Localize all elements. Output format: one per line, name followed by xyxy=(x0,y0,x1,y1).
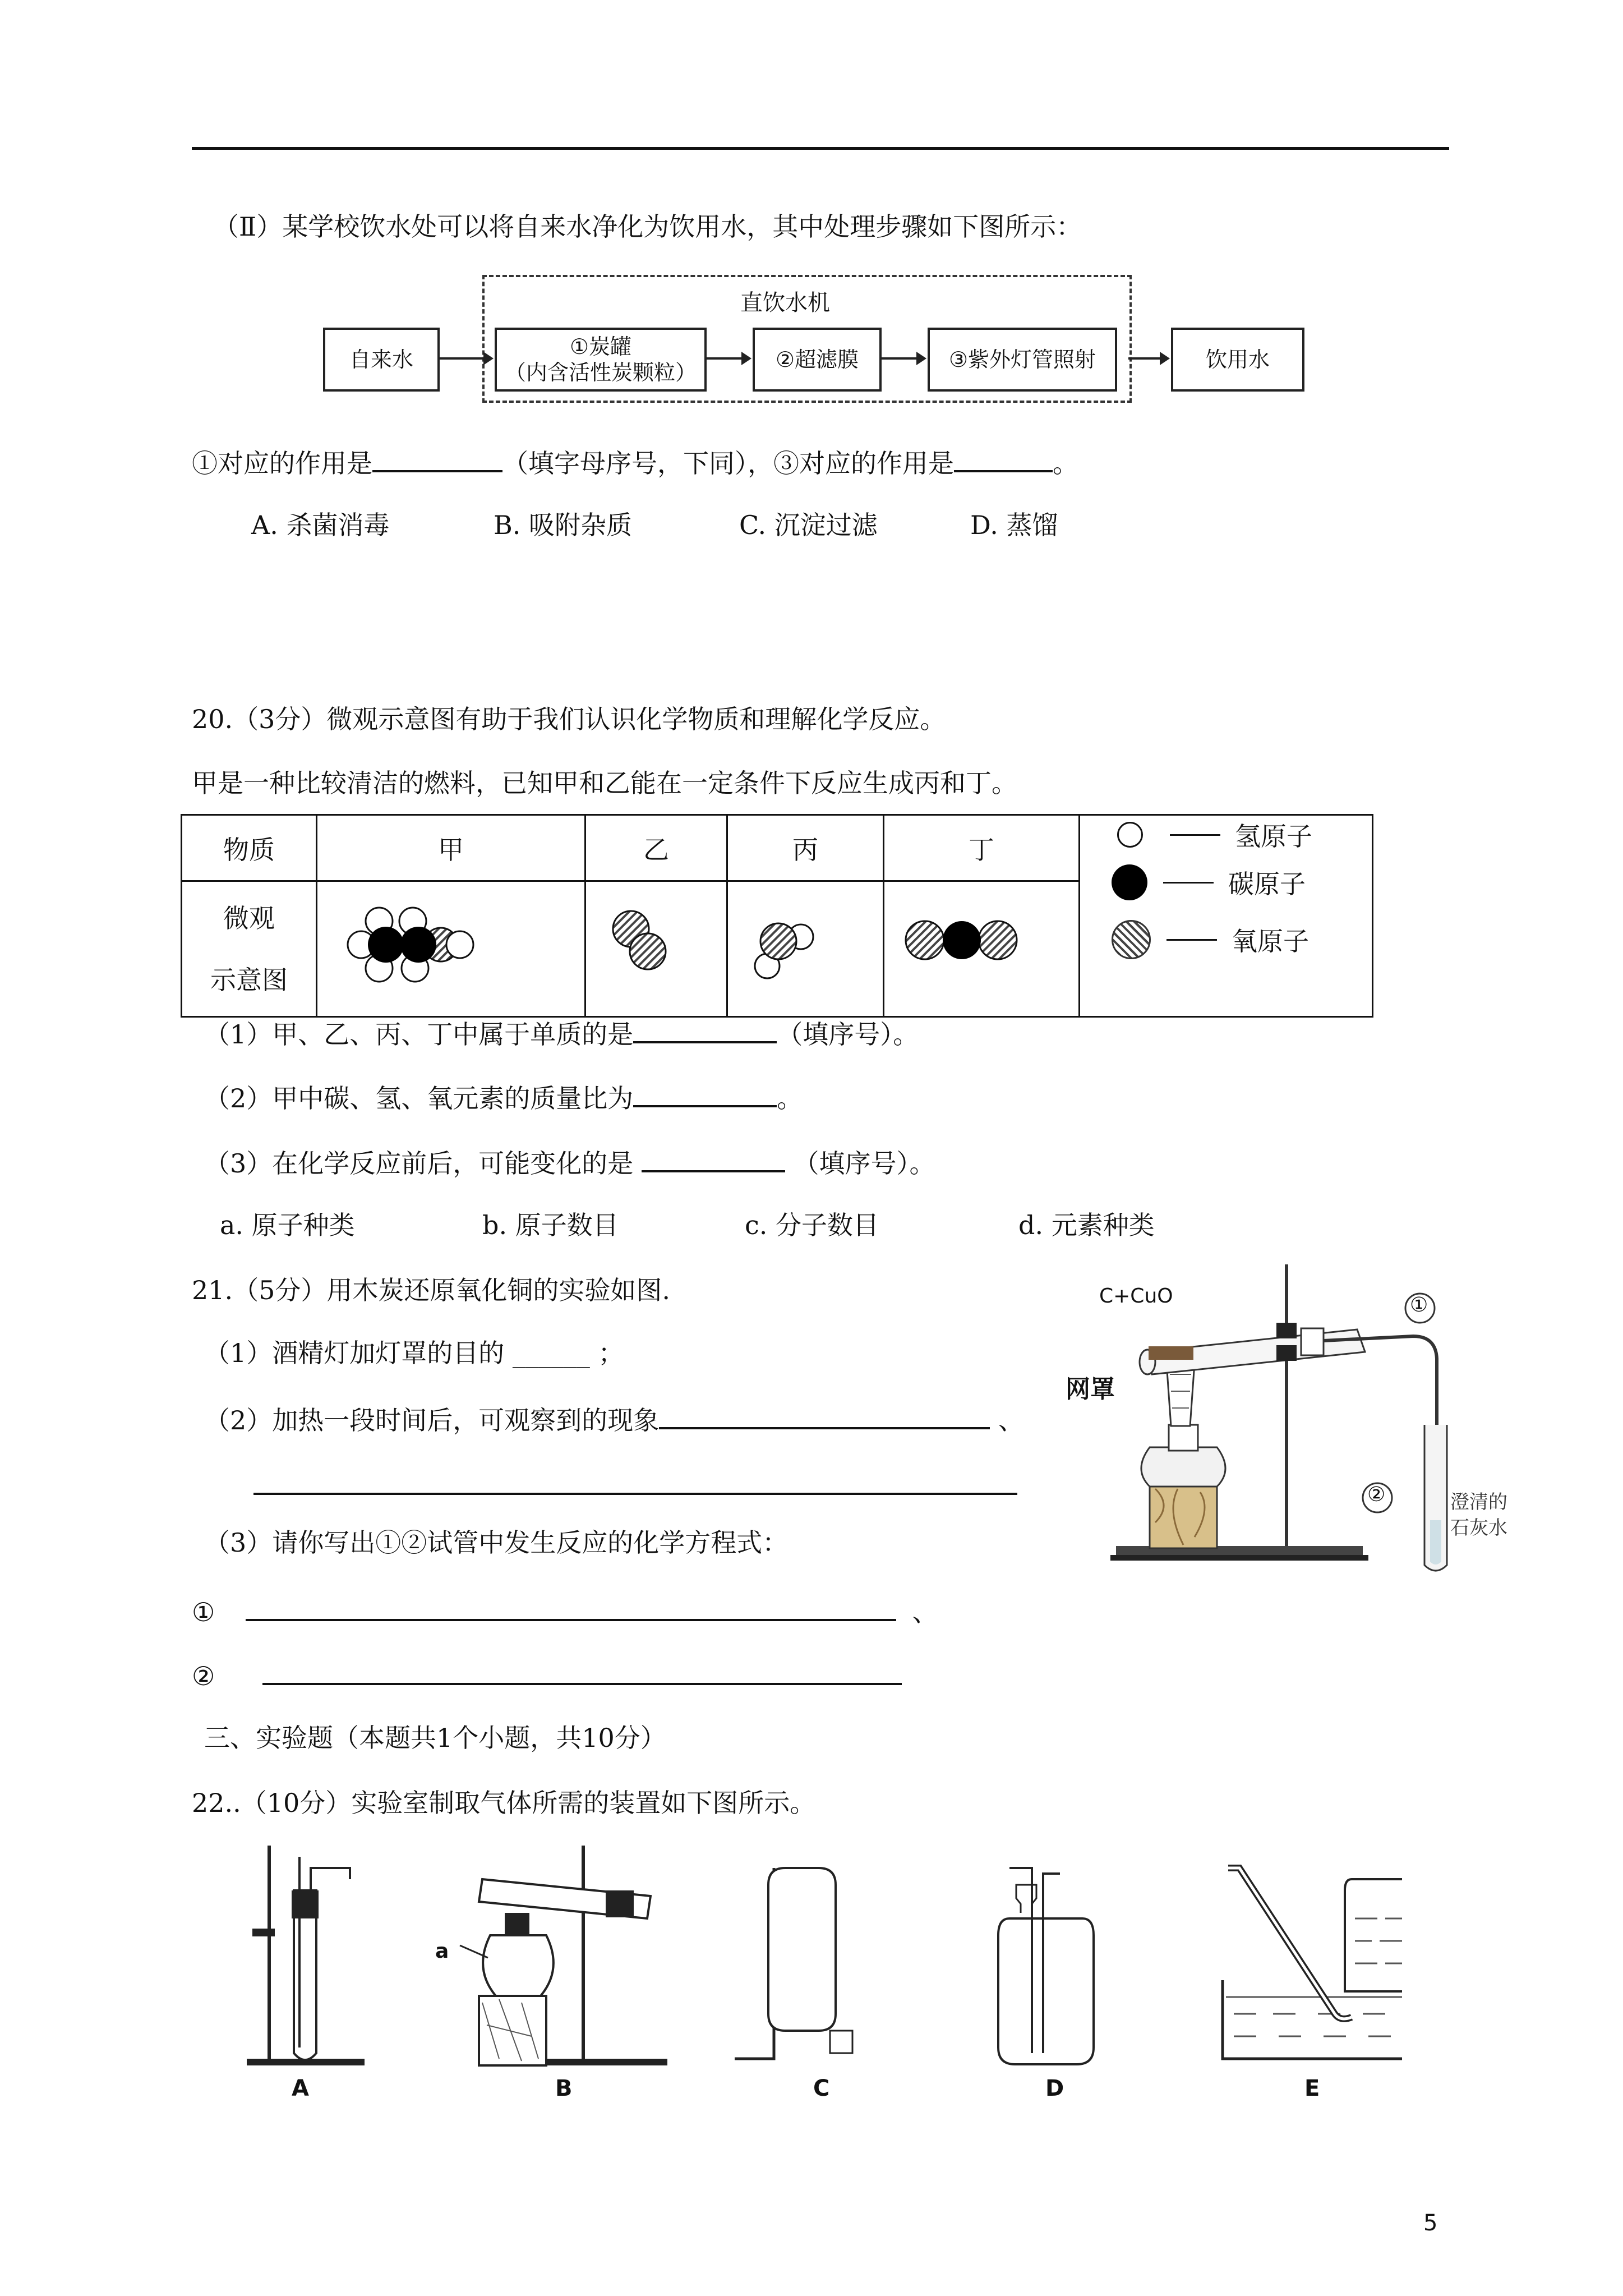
q21-eq1 xyxy=(192,1593,938,1629)
q20-option-d: d. 元素种类 xyxy=(1018,1210,1155,1240)
equation-label: ① xyxy=(192,1597,215,1627)
legend-label: 氧原子 xyxy=(1232,926,1309,956)
molecule-ding-diagram xyxy=(884,882,1078,1010)
legend-hydrogen xyxy=(1117,816,1312,853)
q20-option-c: c. 分子数目 xyxy=(745,1210,879,1240)
gas-apparatus-drawing xyxy=(236,1846,1402,2092)
question-text: 、 xyxy=(998,1405,1024,1435)
section2-intro: （Ⅱ）某学校饮水处可以将自来水净化为饮用水，其中处理步骤如下图所示： xyxy=(213,211,1082,242)
flow-box-tap-water: 自来水 xyxy=(323,328,440,392)
oxygen-atom-icon xyxy=(1112,920,1151,959)
hood-label: 网罩 xyxy=(1066,1375,1115,1404)
header-rule xyxy=(192,147,1449,150)
molecule-jia xyxy=(317,881,585,1017)
reagent-label: C+CuO xyxy=(1099,1285,1173,1308)
answer-blank[interactable] xyxy=(659,1401,990,1429)
table-header-substance: 物质 xyxy=(182,815,317,881)
section2-option-b: B. 吸附杂质 xyxy=(494,510,633,540)
flow-box-carbon-tank xyxy=(495,328,707,392)
answer-blank[interactable] xyxy=(642,1144,785,1172)
carbon-tank-label: ①炭罐 xyxy=(569,334,632,359)
section2-option-a: A. 杀菌消毒 xyxy=(251,510,390,540)
section2-option-c: C. 沉淀过滤 xyxy=(739,510,878,540)
equation-label: ② xyxy=(192,1661,215,1691)
question-text: （1）甲、乙、丙、丁中属于单质的是 xyxy=(204,1019,634,1050)
answer-blank[interactable] xyxy=(633,1015,777,1043)
carbon-atom-icon xyxy=(1112,864,1147,900)
question-text: （填字母序号，下同），③对应的作用是 xyxy=(502,448,954,478)
question-text: （填序号）。 xyxy=(777,1019,919,1050)
answer-line[interactable] xyxy=(253,1493,1017,1495)
q20-intro: 甲是一种比较清洁的燃料，已知甲和乙能在一定条件下反应生成丙和丁。 xyxy=(192,768,1017,798)
apparatus-label-e: E xyxy=(1304,2076,1320,2101)
molecule-bing-diagram xyxy=(728,882,883,1010)
section2-question xyxy=(192,444,1078,480)
apparatus-label-a: A xyxy=(292,2076,309,2101)
apparatus-d xyxy=(998,1868,1094,2064)
tube2-label: ② xyxy=(1367,1483,1386,1506)
apparatus-a xyxy=(247,1846,365,2065)
flow-arrow xyxy=(1128,357,1168,360)
flow-box-drinking-water: 饮用水 xyxy=(1171,328,1304,392)
q21-sub3: （3）请你写出①②试管中发生反应的化学方程式： xyxy=(204,1527,789,1558)
flow-box-ultrafiltration: ②超滤膜 xyxy=(753,328,882,392)
tube1-label: ① xyxy=(1410,1294,1428,1317)
answer-blank[interactable] xyxy=(372,444,502,472)
flow-arrow xyxy=(704,357,749,360)
flow-box-uv-lamp: ③紫外灯管照射 xyxy=(928,328,1117,392)
q20-option-a: a. 原子种类 xyxy=(220,1210,355,1240)
section3-heading: 三、实验题（本题共1个小题，共10分） xyxy=(204,1723,666,1753)
lamp-label-a: a xyxy=(435,1940,449,1963)
q22-title: 22..（10分）实验室制取气体所需的装置如下图所示。 xyxy=(192,1788,816,1818)
q21-sub2 xyxy=(204,1401,1024,1437)
hydrogen-atom-icon xyxy=(1117,822,1143,848)
q21-sub1: （1）酒精灯加灯罩的目的 ______ ； xyxy=(204,1338,624,1368)
q20-sub1 xyxy=(204,1015,919,1051)
flow-arrow xyxy=(437,357,491,360)
limewater-label-line1: 澄清的 xyxy=(1450,1491,1507,1513)
molecule-jia-diagram xyxy=(317,882,584,1010)
section2-option-d: D. 蒸馏 xyxy=(970,510,1058,540)
table-row-label xyxy=(182,881,317,1017)
gas-apparatus-figure xyxy=(236,1846,1402,2101)
table-header-ding: 丁 xyxy=(884,815,1080,881)
legend-line xyxy=(1163,882,1214,884)
apparatus-label-b: B xyxy=(555,2076,573,2101)
row-label-line: 示意图 xyxy=(210,964,288,995)
legend-oxygen xyxy=(1112,920,1309,959)
limewater-label-line2: 石灰水 xyxy=(1450,1517,1507,1539)
table-header-yi: 乙 xyxy=(585,815,727,881)
q21-title: 21.（5分）用木炭还原氧化铜的实验如图. xyxy=(192,1275,671,1305)
question-text: 。 xyxy=(1053,448,1078,478)
legend-label: 碳原子 xyxy=(1228,869,1306,899)
answer-blank[interactable] xyxy=(246,1593,896,1621)
molecule-yi xyxy=(585,881,727,1017)
row-label-line: 微观 xyxy=(223,903,275,933)
answer-blank[interactable] xyxy=(954,444,1053,472)
legend-line xyxy=(1170,834,1220,836)
q20-option-b: b. 原子数目 xyxy=(482,1210,619,1240)
apparatus-e xyxy=(1223,1868,1402,2059)
machine-group-label: 直饮水机 xyxy=(740,290,830,316)
charcoal-reduction-apparatus xyxy=(1066,1262,1509,1576)
question-text: 、 xyxy=(912,1597,938,1627)
question-text: 。 xyxy=(777,1083,803,1114)
q20-sub3 xyxy=(204,1144,935,1180)
apparatus-drawing xyxy=(1066,1262,1509,1576)
apparatus-b xyxy=(460,1846,667,2065)
question-text: ①对应的作用是 xyxy=(192,448,372,478)
answer-blank[interactable] xyxy=(262,1657,902,1685)
page-number: 5 xyxy=(1423,2210,1438,2236)
question-text: （3）在化学反应前后，可能变化的是 xyxy=(204,1148,634,1179)
legend-label: 氢原子 xyxy=(1235,821,1312,852)
molecule-yi-diagram xyxy=(586,882,726,1010)
answer-blank[interactable] xyxy=(633,1079,777,1107)
legend-carbon xyxy=(1112,864,1306,901)
table-header-jia: 甲 xyxy=(317,815,585,881)
question-text: （2）加热一段时间后，可观察到的现象 xyxy=(204,1405,660,1435)
q20-sub2 xyxy=(204,1079,803,1115)
apparatus-label-d: D xyxy=(1045,2076,1064,2101)
molecule-bing xyxy=(727,881,884,1017)
carbon-tank-sublabel: （内含活性炭颗粒） xyxy=(504,360,697,385)
molecule-ding xyxy=(884,881,1080,1017)
question-text: （2）甲中碳、氢、氧元素的质量比为 xyxy=(204,1083,634,1114)
flow-arrow xyxy=(879,357,924,360)
table-header-bing: 丙 xyxy=(727,815,884,881)
legend-line xyxy=(1166,939,1217,941)
question-text: （填序号）。 xyxy=(793,1148,935,1179)
q21-eq2 xyxy=(192,1657,902,1693)
q20-title: 20.（3分）微观示意图有助于我们认识化学物质和理解化学反应。 xyxy=(192,704,946,734)
apparatus-c xyxy=(735,1868,852,2059)
apparatus-label-c: C xyxy=(813,2076,830,2101)
